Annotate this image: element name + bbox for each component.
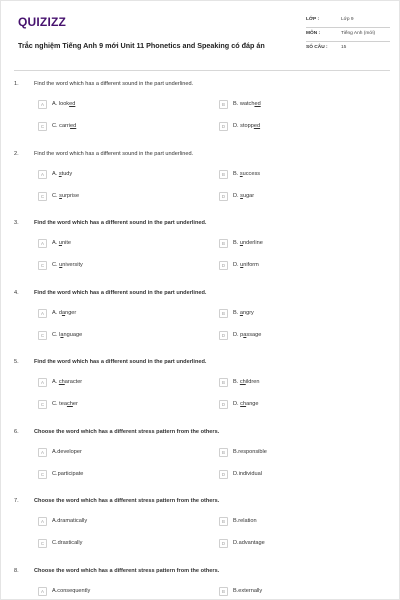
answer-option bbox=[219, 192, 369, 201]
option-underlined-part: ch bbox=[66, 401, 73, 407]
option-letter-box: B bbox=[219, 378, 228, 387]
option-letter-box: A bbox=[38, 100, 47, 109]
info-row-count bbox=[306, 42, 390, 56]
option-text-part: tudy bbox=[61, 171, 73, 177]
option-text-part: nderline bbox=[242, 240, 263, 246]
question-number: 4. bbox=[14, 290, 19, 296]
question-item bbox=[14, 220, 390, 288]
option-text-part: A.developer bbox=[52, 449, 82, 455]
option-text bbox=[52, 123, 76, 129]
option-text-part: D. bbox=[233, 262, 241, 268]
option-underlined-part: ed bbox=[253, 123, 261, 129]
info-label: LỚP : bbox=[306, 17, 320, 22]
option-letter-box: B bbox=[219, 309, 228, 318]
option-text bbox=[233, 101, 261, 107]
info-table bbox=[306, 14, 390, 56]
option-letter-box: C bbox=[38, 470, 47, 479]
option-text-part: B.externally bbox=[233, 588, 263, 594]
option-underlined-part: s bbox=[239, 171, 243, 177]
option-text bbox=[52, 262, 83, 268]
option-letter-box: A bbox=[38, 170, 47, 179]
option-letter-box: A bbox=[38, 239, 47, 248]
question-text: Choose the word which has a different stress pattern from the others. bbox=[34, 429, 220, 435]
option-text-part: B.responsible bbox=[233, 449, 267, 455]
option-underlined-part: ed bbox=[70, 123, 77, 129]
option-text-part: A. d bbox=[52, 310, 62, 316]
info-row-grade bbox=[306, 14, 390, 28]
option-text bbox=[233, 471, 262, 477]
option-letter-box: B bbox=[219, 587, 228, 596]
option-text bbox=[233, 171, 260, 177]
option-text bbox=[233, 240, 263, 246]
option-text bbox=[52, 540, 82, 546]
option-letter-box: D bbox=[219, 400, 228, 409]
option-underlined-part: a bbox=[239, 310, 243, 316]
option-text-part: aracter bbox=[64, 379, 83, 385]
option-underlined-part: ch bbox=[239, 379, 246, 385]
answer-option bbox=[219, 309, 369, 318]
info-value: Lớp 9 bbox=[341, 17, 354, 22]
answer-option bbox=[38, 239, 188, 248]
question-text: Choose the word which has a different stress pattern from the others. bbox=[34, 568, 220, 574]
option-text-part: D. bbox=[233, 401, 241, 407]
option-text-part: C. bbox=[52, 193, 60, 199]
option-letter-box: D bbox=[219, 122, 228, 131]
option-text bbox=[52, 449, 82, 455]
answer-option bbox=[38, 378, 188, 387]
answer-option bbox=[219, 400, 369, 409]
option-text-part: D. stopp bbox=[233, 123, 254, 129]
answer-option bbox=[219, 239, 369, 248]
question-item bbox=[14, 359, 390, 427]
answer-option bbox=[38, 309, 188, 318]
option-letter-box: C bbox=[38, 331, 47, 340]
answer-option bbox=[38, 448, 188, 457]
answer-option bbox=[38, 400, 188, 409]
option-text-part: B. bbox=[233, 310, 240, 316]
option-text bbox=[52, 379, 82, 385]
option-text-part: A.dramatically bbox=[52, 518, 88, 524]
option-underlined-part: ch bbox=[58, 379, 65, 385]
question-text: Find the word which has a different sound in the part underlined. bbox=[34, 290, 207, 296]
question-text: Find the word which has a different sound in the part underlined. bbox=[34, 81, 194, 87]
question-item bbox=[14, 290, 390, 358]
option-underlined-part: u bbox=[59, 262, 63, 268]
option-text bbox=[52, 332, 82, 338]
question-item bbox=[14, 568, 390, 600]
option-letter-box: C bbox=[38, 261, 47, 270]
option-letter-box: C bbox=[38, 122, 47, 131]
option-text bbox=[52, 471, 83, 477]
option-text-part: ssage bbox=[246, 332, 262, 338]
info-label: SỐ CÂU : bbox=[306, 45, 328, 50]
option-text-part: B. bbox=[233, 379, 240, 385]
option-letter-box: B bbox=[219, 448, 228, 457]
option-text-part: D.advantage bbox=[233, 540, 265, 546]
answer-option bbox=[219, 539, 369, 548]
option-text bbox=[52, 101, 75, 107]
option-text bbox=[52, 240, 71, 246]
option-underlined-part: u bbox=[240, 262, 244, 268]
answer-option bbox=[38, 539, 188, 548]
answer-option bbox=[219, 170, 369, 179]
option-letter-box: A bbox=[38, 517, 47, 526]
option-text bbox=[52, 401, 78, 407]
option-letter-box: D bbox=[219, 261, 228, 270]
answer-option bbox=[38, 261, 188, 270]
question-number: 7. bbox=[14, 498, 19, 504]
option-text bbox=[52, 518, 87, 524]
answer-option bbox=[219, 100, 369, 109]
option-text-part: B. bbox=[233, 240, 240, 246]
option-underlined-part: ch bbox=[240, 401, 247, 407]
info-row-subject bbox=[306, 28, 390, 42]
option-text bbox=[233, 193, 254, 199]
question-number: 5. bbox=[14, 359, 19, 365]
option-text bbox=[233, 332, 261, 338]
option-letter-box: A bbox=[38, 378, 47, 387]
answer-option bbox=[219, 122, 369, 131]
option-text-part: urprise bbox=[61, 193, 80, 199]
option-underlined-part: s bbox=[58, 171, 62, 177]
option-text bbox=[233, 588, 262, 594]
answer-option bbox=[219, 378, 369, 387]
question-number: 3. bbox=[14, 220, 19, 226]
option-text bbox=[233, 401, 259, 407]
answer-option bbox=[38, 170, 188, 179]
option-letter-box: A bbox=[38, 587, 47, 596]
option-letter-box: D bbox=[219, 539, 228, 548]
answer-option bbox=[38, 587, 188, 596]
option-text-part: D. bbox=[233, 193, 241, 199]
option-text-part: ildren bbox=[245, 379, 260, 385]
option-text-part: C. l bbox=[52, 332, 61, 338]
option-text-part: nger bbox=[65, 310, 77, 316]
quizizz-logo: QUIZIZZ bbox=[18, 15, 67, 29]
question-item bbox=[14, 81, 390, 149]
option-text-part: A.consequently bbox=[52, 588, 91, 594]
option-text-part: niversity bbox=[62, 262, 83, 268]
option-text-part: nite bbox=[61, 240, 71, 246]
option-letter-box: D bbox=[219, 470, 228, 479]
option-underlined-part: u bbox=[58, 240, 62, 246]
option-text bbox=[233, 540, 265, 546]
option-underlined-part: ed bbox=[69, 101, 76, 107]
question-text: Find the word which has a different sound in the part underlined. bbox=[34, 359, 207, 365]
question-item bbox=[14, 498, 390, 566]
option-text-part: er bbox=[72, 401, 78, 407]
option-letter-box: C bbox=[38, 400, 47, 409]
option-text bbox=[52, 171, 72, 177]
option-text bbox=[233, 262, 259, 268]
info-label: MÔN : bbox=[306, 31, 321, 36]
answer-option bbox=[38, 122, 188, 131]
option-text-part: C.drastically bbox=[52, 540, 83, 546]
question-text: Find the word which has a different sound in the part underlined. bbox=[34, 220, 207, 226]
option-text bbox=[52, 310, 76, 316]
option-letter-box: B bbox=[219, 100, 228, 109]
answer-option bbox=[219, 517, 369, 526]
option-text-part: C.participate bbox=[52, 471, 84, 477]
option-text bbox=[233, 310, 254, 316]
question-number: 1. bbox=[14, 81, 19, 87]
option-underlined-part: ed bbox=[254, 101, 261, 107]
answer-option bbox=[38, 331, 188, 340]
option-letter-box: D bbox=[219, 192, 228, 201]
option-letter-box: A bbox=[38, 309, 47, 318]
answer-option bbox=[219, 331, 369, 340]
option-text-part: C. tea bbox=[52, 401, 67, 407]
question-number: 6. bbox=[14, 429, 19, 435]
info-value: Tiếng Anh (mới) bbox=[341, 31, 376, 36]
option-text-part: A. bbox=[52, 171, 59, 177]
question-text: Find the word which has a different sound in the part underlined. bbox=[34, 151, 194, 157]
option-text-part: ngry bbox=[242, 310, 254, 316]
answer-option bbox=[219, 448, 369, 457]
info-value: 15 bbox=[341, 45, 347, 50]
option-text bbox=[233, 379, 259, 385]
option-underlined-part: a bbox=[243, 332, 247, 338]
question-number: 8. bbox=[14, 568, 19, 574]
question-text: Choose the word which has a different stress pattern from the others. bbox=[34, 498, 220, 504]
option-text bbox=[233, 518, 257, 524]
option-underlined-part: s bbox=[240, 193, 243, 199]
option-text-part: A. bbox=[52, 379, 59, 385]
option-letter-box: B bbox=[219, 517, 228, 526]
option-underlined-part: u bbox=[239, 240, 243, 246]
question-item bbox=[14, 151, 390, 219]
option-letter-box: C bbox=[38, 192, 47, 201]
answer-option bbox=[38, 470, 188, 479]
option-text-part: C. bbox=[52, 262, 60, 268]
answer-option bbox=[38, 192, 188, 201]
answer-option bbox=[38, 100, 188, 109]
option-text-part: ange bbox=[246, 401, 259, 407]
option-text-part: B.relation bbox=[233, 518, 257, 524]
option-text bbox=[52, 193, 79, 199]
option-text-part: D. p bbox=[233, 332, 244, 338]
question-number: 2. bbox=[14, 151, 19, 157]
answer-option bbox=[219, 470, 369, 479]
answer-option bbox=[38, 517, 188, 526]
option-text-part: A. bbox=[52, 240, 59, 246]
option-letter-box: B bbox=[219, 239, 228, 248]
option-text-part: B. watch bbox=[233, 101, 255, 107]
option-letter-box: B bbox=[219, 170, 228, 179]
option-text bbox=[233, 123, 260, 129]
option-letter-box: D bbox=[219, 331, 228, 340]
option-text bbox=[52, 588, 90, 594]
page-title: Trắc nghiệm Tiếng Anh 9 mới Unit 11 Phonetics and Speaking có đáp án bbox=[18, 41, 265, 50]
option-text bbox=[233, 449, 267, 455]
option-text-part: ugar bbox=[242, 193, 255, 199]
option-underlined-part: a bbox=[61, 310, 66, 316]
option-letter-box: C bbox=[38, 539, 47, 548]
option-text-part: D.individual bbox=[233, 471, 262, 477]
option-text-part: B. bbox=[233, 171, 240, 177]
question-item bbox=[14, 429, 390, 497]
answer-option bbox=[219, 587, 369, 596]
option-text-part: uccess bbox=[242, 171, 261, 177]
option-text-part: nguage bbox=[63, 332, 83, 338]
option-text-part: niform bbox=[243, 262, 259, 268]
option-underlined-part: a bbox=[60, 332, 64, 338]
option-text-part: C. carri bbox=[52, 123, 71, 129]
option-underlined-part: s bbox=[59, 193, 62, 199]
answer-option bbox=[219, 261, 369, 270]
option-text-part: A. look bbox=[52, 101, 70, 107]
option-letter-box: A bbox=[38, 448, 47, 457]
worksheet-header bbox=[14, 11, 390, 71]
